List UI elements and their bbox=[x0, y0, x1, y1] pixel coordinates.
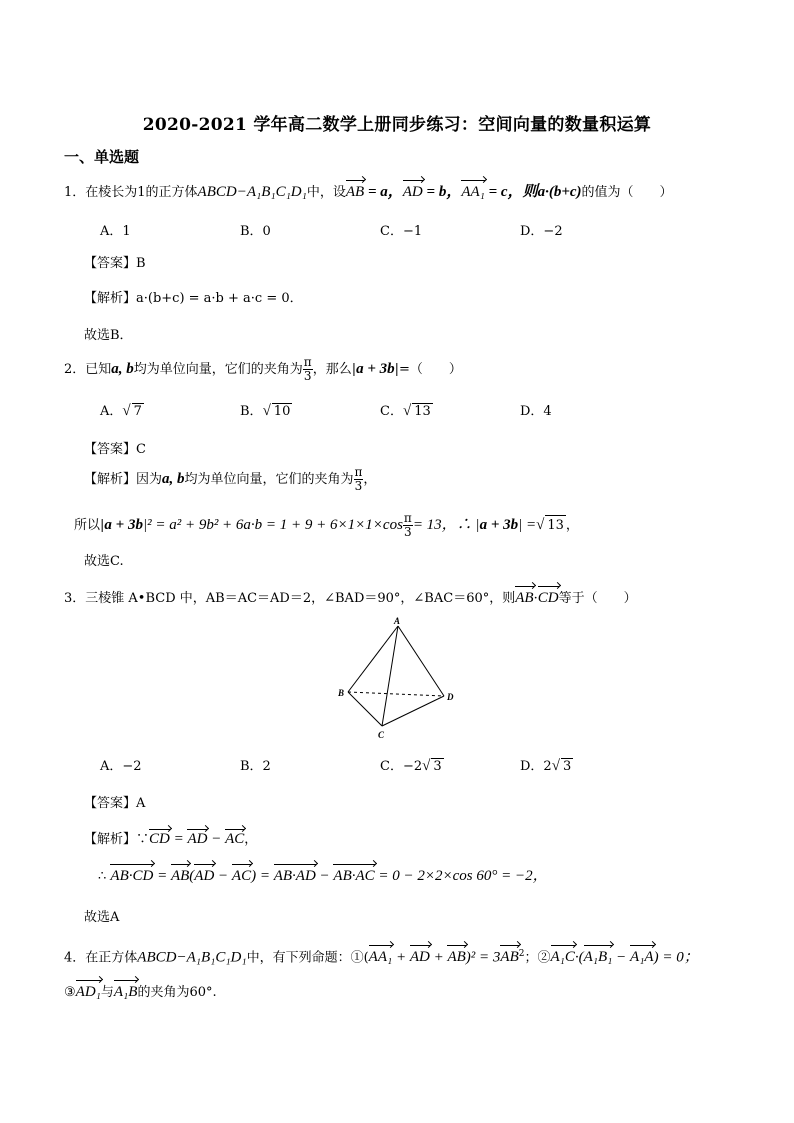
q3-conclusion: 故选A bbox=[84, 910, 120, 925]
edge-bd-hidden bbox=[348, 692, 444, 696]
q2-option-a: A．√ 7 bbox=[100, 403, 142, 419]
fraction-pi-over-3: $\frac{\pi}{3}$ bbox=[354, 465, 363, 493]
q1-conclusion: 故选B． bbox=[84, 328, 133, 343]
q2-answer: 【答案】C bbox=[84, 442, 146, 457]
q4-stem-line1: 4．在正方体ABCD−A₁B₁C₁D₁中，有下列命题：①(AA₁ + AD + $AB)^2 = 3AB^2$；②A₁C·(A₁B₁ − A₁A) = 0； bbox=[64, 949, 699, 966]
q1-option-b: B．0 bbox=[240, 224, 271, 239]
edge-ac bbox=[382, 626, 398, 726]
q1-option-a: A．1 bbox=[100, 224, 131, 239]
edge-ad bbox=[398, 626, 444, 696]
q1-answer: 【答案】B bbox=[84, 256, 146, 271]
fraction-pi-over-3: $\frac{\pi}{3}$ bbox=[303, 355, 312, 383]
q2-stem: 2．已知a, b均为单位向量，它们的夹角为 $\frac{\pi}{3}$ ，那么|a + 3b|=（ ） bbox=[64, 355, 462, 383]
vector-ad: AD bbox=[402, 184, 423, 200]
q1-solution: 【解析】a·(b+c) = a·b + a·c = 0． bbox=[84, 291, 303, 306]
vector-aa1: AA₁ bbox=[461, 184, 485, 200]
edge-bc bbox=[348, 692, 382, 726]
label-b: B bbox=[338, 688, 345, 698]
q4-stem-line2: ③AD₁与A₁B的夹角为60°. bbox=[64, 984, 217, 1000]
q1-option-c: C．−1 bbox=[380, 224, 423, 239]
q2-solution-line1: 【解析】因为a, b均为单位向量，它们的夹角为 $\frac{\pi}{3}$ ， bbox=[84, 465, 377, 493]
q3-solution-line2: ∴ AB·CD = AB(AD − AC) = AB·AD − AB·AC = 0 − 2×2×cos 60° = −2， bbox=[98, 868, 548, 884]
page-title: 2020-2021 学年高二数学上册同步练习：空间向量的数量积运算 bbox=[142, 115, 652, 135]
q2-option-d: D．4 bbox=[520, 404, 552, 419]
q3-option-c: C．−2√ 3 bbox=[380, 758, 442, 774]
q2-option-c: C．√ 13 bbox=[380, 403, 431, 419]
q1-option-d: D．−2 bbox=[520, 224, 563, 239]
fraction-pi-over-3: $\frac{\pi}{3}$ bbox=[403, 511, 412, 539]
q2-conclusion: 故选C. bbox=[84, 554, 124, 569]
q3-answer: 【答案】A bbox=[84, 796, 146, 811]
q1-stem: 1．在棱长为1的正方体ABCD−A₁B₁C₁D₁中，设AB = a，AD = b，AA₁ = c，则a·(b+c)的值为（ ） bbox=[64, 184, 673, 200]
edge-ab bbox=[348, 626, 398, 692]
q3-option-a: A．−2 bbox=[100, 759, 142, 774]
q3-option-d: D．2√ 3 bbox=[520, 758, 572, 774]
section-heading: 一、单选题 bbox=[64, 148, 140, 166]
q2-option-b: B．√ 10 bbox=[240, 403, 291, 419]
label-a: A bbox=[394, 616, 401, 626]
q3-option-b: B．2 bbox=[240, 759, 271, 774]
q3-stem: 3．三棱锥 A•BCD 中，AB＝AC＝AD＝2，∠BAD＝90°，∠BAC＝60°，则AB·CD等于（ ） bbox=[64, 590, 637, 606]
label-c: C bbox=[378, 730, 385, 740]
edge-cd bbox=[382, 696, 444, 726]
label-d: D bbox=[447, 692, 454, 702]
q2-solution-line2: 所以|a + 3b|² = a² + 9b² + 6a·b = 1 + 9 + 6×1×1×cos $\frac{\pi}{3}$ = 13，∴ |a + 3b| =√ 13 ， bbox=[74, 511, 579, 539]
q3-solution-line1: 【解析】∵CD = AD − AC， bbox=[84, 831, 258, 847]
vector-ab: AB bbox=[345, 184, 365, 200]
tetrahedron-figure bbox=[338, 616, 462, 740]
